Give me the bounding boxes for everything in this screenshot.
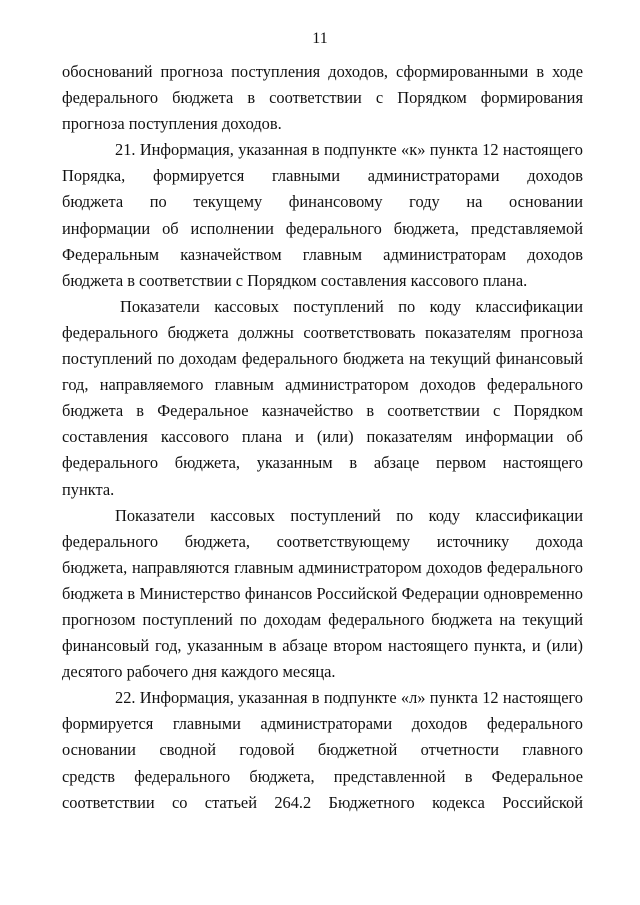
text-line: Порядка, формируется главными администраторами доходов xyxy=(62,166,583,186)
text-line: соответствии со статьей 264.2 Бюджетного кодекса Российской xyxy=(62,792,583,812)
paragraph-21-indicators xyxy=(62,294,583,503)
text-line: десятого рабочего дня каждого месяца. xyxy=(62,662,336,682)
text-line: формируется главными администраторами доходов федерального xyxy=(62,714,583,734)
text-line: прогноза поступления доходов. xyxy=(62,114,282,134)
text-line: 21. Информация, указанная в подпункте «к» пункта 12 настоящего xyxy=(115,140,583,160)
text-line: информации об исполнении федерального бюджета, представляемой xyxy=(62,218,583,238)
page-number: 11 xyxy=(312,30,328,47)
text-line: бюджета в соответствии с Порядком составления кассового плана. xyxy=(62,270,528,290)
text-line: составления кассового плана и (или) показателям информации об xyxy=(62,427,583,447)
paragraph-21 xyxy=(62,137,583,294)
text-line: финансовый год, указанным в абзаце втором настоящего пункта, и (или) xyxy=(62,636,583,656)
text-line: 22. Информация, указанная в подпункте «л» пункта 12 настоящего xyxy=(115,688,583,708)
text-line: обоснований прогноза поступления доходов, сформированными в ходе xyxy=(62,62,583,81)
text-line: прогнозом поступлений по доходам федерального бюджета на текущий xyxy=(62,609,583,629)
paragraph-continuation xyxy=(62,59,583,137)
document-body xyxy=(62,59,583,816)
text-line: Федеральным казначейством главным администраторам доходов xyxy=(62,244,583,264)
text-line: бюджета, направляются главным администратором доходов федерального xyxy=(62,557,583,577)
text-line: средств федерального бюджета, представленной в Федеральное xyxy=(62,766,583,786)
text-line: федерального бюджета, указанным в абзаце первом настоящего xyxy=(62,453,583,473)
text-line: поступлений по доходам федерального бюджета на текущий финансовый xyxy=(62,349,583,369)
text-line: год, направляемого главным администратором доходов федерального xyxy=(62,375,583,395)
text-line: Показатели кассовых поступлений по коду классификации xyxy=(115,505,583,525)
text-line: Показатели кассовых поступлений по коду классификации xyxy=(120,296,583,316)
text-line: федерального бюджета в соответствии с Порядком формирования xyxy=(62,88,583,108)
text-line: бюджета в Федеральное казначейство в соответствии с Порядком xyxy=(62,401,583,421)
text-line: основании сводной годовой бюджетной отчетности главного xyxy=(62,740,583,760)
text-line: федерального бюджета должны соответствовать показателям прогноза xyxy=(62,322,583,342)
text-line: бюджета в Министерство финансов Российской Федерации одновременно xyxy=(62,583,583,603)
text-line: бюджета по текущему финансовому году на основании xyxy=(62,192,583,212)
paragraph-21-indicators-source xyxy=(62,503,583,686)
text-line: пункта. xyxy=(62,479,115,499)
text-line: федерального бюджета, соответствующему источнику дохода xyxy=(62,531,583,551)
paragraph-22 xyxy=(62,685,583,815)
